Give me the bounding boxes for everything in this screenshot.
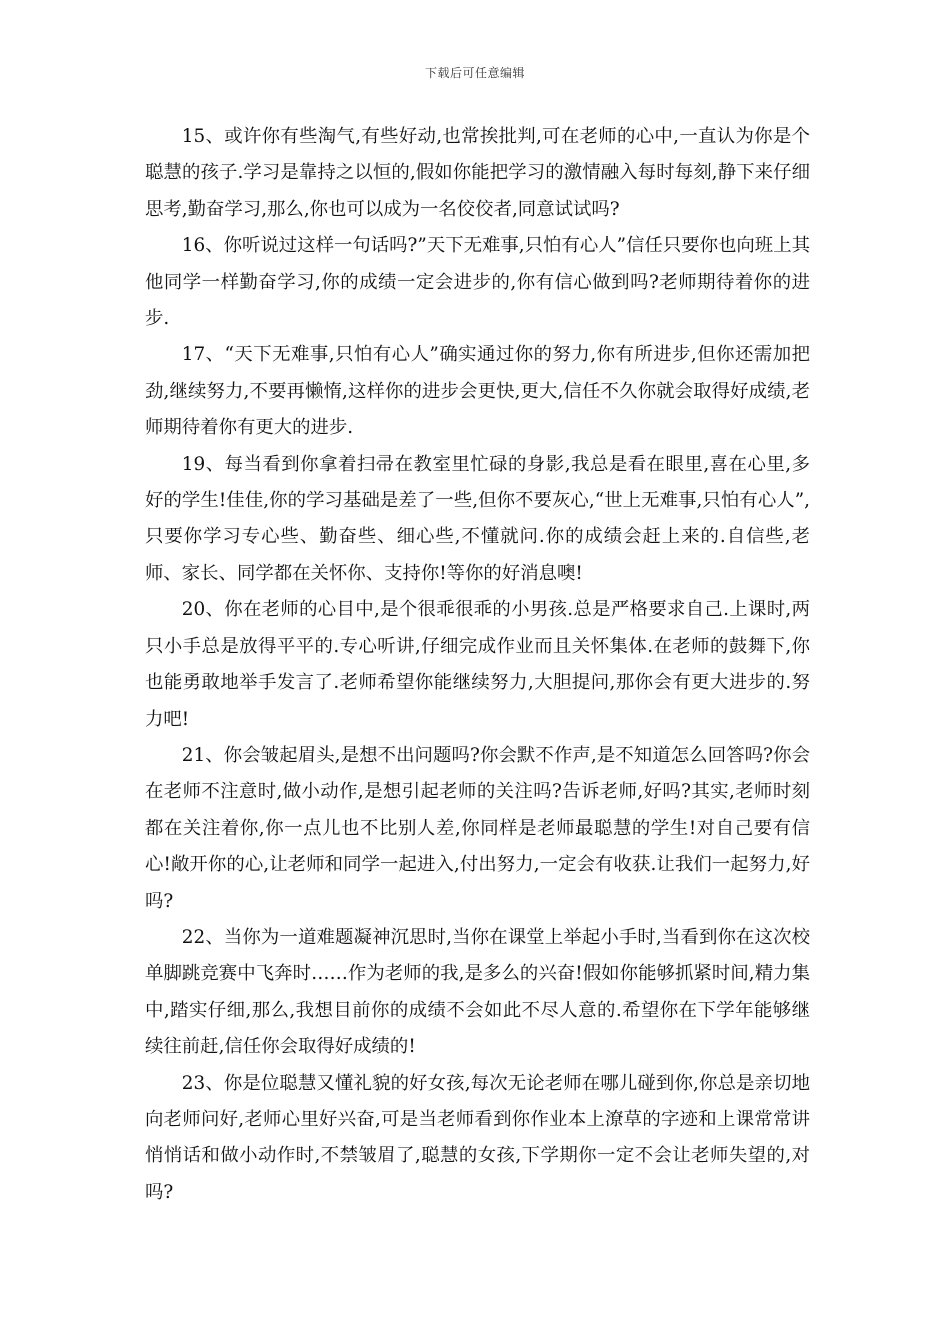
paragraph-22: 22、当你为一道难题凝神沉思时,当你在课堂上举起小手时,当看到你在这次校单脚跳竞赛中飞奔时……作为老师的我,是多么的兴奋!假如你能够抓紧时间,精力集中,踏实仔细,那么,我想目前你的成绩不会如此不尽人意的.希望你在下学年能够继续往前赶,信任你会取得好成绩的!	[145, 926, 810, 1058]
paragraph-15: 15、或许你有些淘气,有些好动,也常挨批判,可在老师的心中,一直认为你是个聪慧的孩子.学习是靠持之以恒的,假如你能把学习的激情融入每时每刻,静下来仔细思考,勤奋学习,那么,你也可以成为一名佼佼者,同意试试吗?	[145, 126, 810, 220]
paragraph-20: 20、你在老师的心目中,是个很乖很乖的小男孩.总是严格要求自己.上课时,两只小手总是放得平平的.专心听讲,仔细完成作业而且关怀集体.在老师的鼓舞下,你也能勇敢地举手发言了.老师希望你能继续努力,大胆提问,那你会有更大进步的.努力吧!	[145, 599, 810, 730]
page-header: 下载后可任意编辑	[424, 66, 525, 80]
paragraph-16: 16、你听说过这样一句话吗?”天下无难事,只怕有心人”信任只要你也向班上其他同学一样勤奋学习,你的成绩一定会进步的,你有信心做到吗?老师期待着你的进步.	[145, 235, 810, 330]
paragraph-19: 19、每当看到你拿着扫帚在教室里忙碌的身影,我总是看在眼里,喜在心里,多好的学生!佳佳,你的学习基础是差了一些,但你不要灰心,“世上无难事,只怕有心人”,只要你学习专心些、勤奋些、细心些,不懂就问.你的成绩会赶上来的.自信些,老师、家长、同学都在关怀你、支持你!等你的好消息噢!	[145, 453, 810, 584]
paragraph-21: 21、你会皱起眉头,是想不出问题吗?你会默不作声,是不知道怎么回答吗?你会在老师不注意时,做小动作,是想引起老师的关注吗?告诉老师,好吗?其实,老师时刻都在关注着你,你一点儿也不比别人差,你同样是老师最聪慧的学生!对自己要有信心!敞开你的心,让老师和同学一起进入,付出努力,一定会有收获.让我们一起努力,好吗?	[145, 744, 810, 912]
paragraph-17: 17、“天下无难事,只怕有心人”确实通过你的努力,你有所进步,但你还需加把劲,继续努力,不要再懒惰,这样你的进步会更快,更大,信任不久你就会取得好成绩,老师期待着你有更大的进步.	[145, 344, 810, 439]
document-body	[145, 119, 810, 1211]
paragraph-23: 23、你是位聪慧又懂礼貌的好女孩,每次无论老师在哪儿碰到你,你总是亲切地向老师问好,老师心里好兴奋,可是当老师看到你作业本上潦草的字迹和上课常常讲悄悄话和做小动作时,不禁皱眉了,聪慧的女孩,下学期你一定不会让老师失望的,对吗?	[145, 1072, 810, 1203]
